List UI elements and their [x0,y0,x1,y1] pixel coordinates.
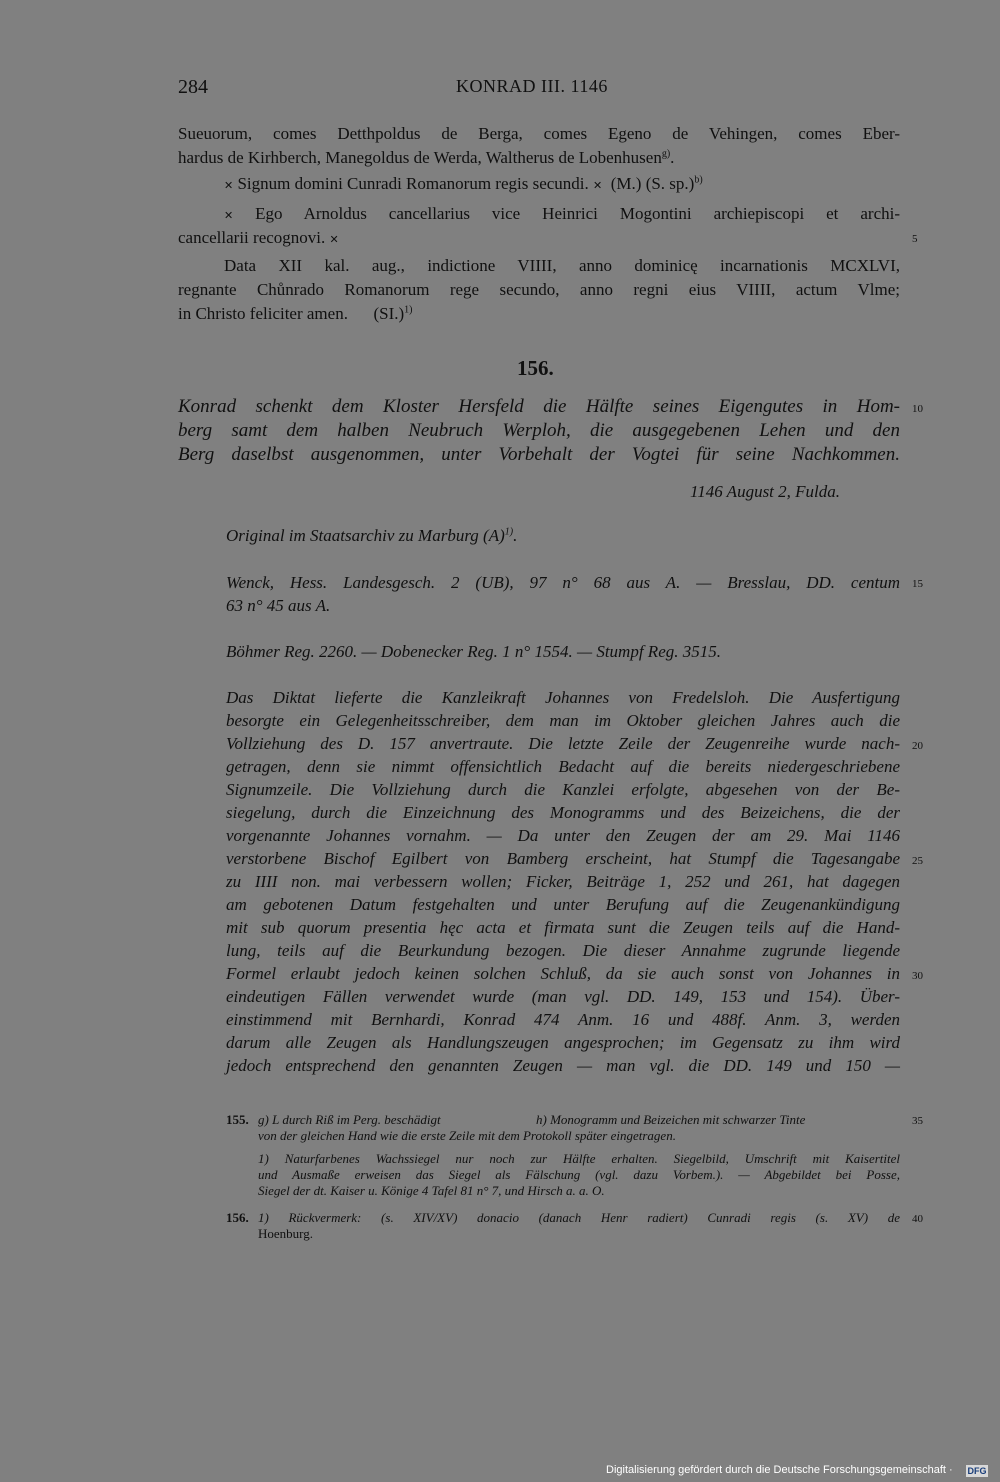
text-line: in Christo feliciter amen. $(SI.)^{1)}$ [178,304,413,323]
commentary-line: mit sub quorum presentia hęc acta et firmata sunt die Zeugen teils auf die Hand- [226,918,900,937]
commentary-line: Signumzeile. Die Vollziehung durch die Kanzlei erfolgte, abgesehen von der Be- [226,780,900,799]
footnote-text: von der gleichen Hand wie die erste Zeile mit dem Protokoll später eingetragen. [258,1128,676,1143]
footnote-text: 1) Rückvermerk: (s. XIV/XV) donacio (danach Henr radiert) Cunradi regis (s. XV) de [258,1210,900,1225]
line-number: 20 [912,740,923,752]
cross-icon: ✕ [593,180,603,192]
date-place: 1146 August 2, Fulda. [690,482,841,501]
footnote-text: und Ausmaße erweisen das Siegel als Fälschung (vgl. dazu Vorbem.). — Abgebildet bei Posse, [258,1167,900,1182]
commentary-line: vorgenannte Johannes vornahm. — Da unter den Zeugen der am 29. Mai 1146 [226,826,900,845]
footnote-text: Siegel der dt. Kaiser u. Könige 4 Tafel 81 n° 7, und Hirsch a. a. O. [258,1183,605,1198]
commentary-line: Formel erlaubt jedoch keinen solchen Schluß, da sie auch sonst von Johannes in [226,964,900,983]
commentary-line: besorgte ein Gelegenheitsschreiber, dem man im Oktober gleichen Jahres auch die [226,711,900,730]
footnote-label: 156. [226,1210,249,1225]
line-number: 15 [912,578,923,590]
regest-line: berg samt dem halben Neubruch Werploh, die ausgegebenen Lehen und den [178,420,900,441]
commentary-line: einstimmend mit Bernhardi, Konrad 474 Anm. 16 und 488f. Anm. 3, werden [226,1010,900,1029]
commentary-line: Vollziehung des D. 157 anvertraute. Die letzte Zeile der Zeugenreihe wurde nach- [226,734,900,753]
footnote-text: h) Monogramm und Beizeichen mit schwarzer Tinte [536,1112,806,1127]
text-line: Data XII kal. aug., indictione VIIII, anno dominicę incarnationis MCXLVI, [224,256,900,275]
commentary-line: verstorbene Bischof Egilbert von Bamberg erscheint, hat Stumpf die Tagesangabe [226,849,900,868]
dfg-logo: DFG [967,1466,987,1476]
text-line: hardus de Kirhberch, Manegoldus de Werda, Waltherus de Lobenhusen$^{g)}$. [178,148,675,167]
line-number: 35 [912,1115,923,1127]
page-number: 284 [178,76,208,98]
text-line: cancellarii recognovi. ✕ [178,228,339,247]
document-number: 156. [517,356,554,380]
footnote-text: 1) Naturfarbenes Wachssiegel nur noch zur Hälfte erhalten. Siegelbild, Umschrift mit Kaisertitel [258,1151,900,1166]
commentary-line: darum alle Zeugen als Handlungszeugen angesprochen; im Gegensatz zu ihm wird [226,1033,900,1052]
recognition-line: ✕ Ego Arnoldus cancellarius vice Heinrici Mogontini archiepiscopi et archi- [224,204,900,223]
commentary-line: zu IIII non. mai verbessern wollen; Ficker, Beiträge 1, 252 und 261, hat dagegen [226,872,900,891]
footnote-label: 155. [226,1112,249,1127]
line-number: 30 [912,970,923,982]
line-number: 25 [912,855,923,867]
editions-line: 63 n° 45 aus A. [226,596,331,615]
text-line: regnante Chůnrado Romanorum rege secundo, anno regni eius VIIII, actum Vlme; [178,280,900,299]
commentary-line: lung, teils auf die Beurkundung bezogen. Die dieser Annahme zugrunde liegende [226,941,900,960]
regest-line: Konrad schenkt dem Kloster Hersfeld die Hälfte seines Eigengutes in Hom- [178,396,900,417]
line-number: 40 [912,1213,923,1225]
signum-line: ✕ Signum domini Cunradi Romanorum regis secundi. ✕ (M.) (S. sp.)$^{b)}$ [224,174,703,193]
original-note: Original im Staatsarchiv zu Marburg $(A)^{1)}$. [226,526,518,545]
regesten-line: Böhmer Reg. 2260. — Dobenecker Reg. 1 n° 1554. — Stumpf Reg. 3515. [226,642,721,661]
editions-line: Wenck, Hess. Landesgesch. 2 (UB), 97 n° 68 aus A. — Bresslau, DD. centum [226,573,900,592]
cross-icon: ✕ [329,234,339,246]
text-line: Sueuorum, comes Detthpoldus de Berga, comes Egeno de Vehingen, comes Eber- [178,124,900,143]
commentary-line: jedoch entsprechend den genannten Zeugen — man vgl. die DD. 149 und 150 — [226,1056,900,1075]
footnote-text: Hoenburg. [258,1226,314,1241]
cross-icon: ✕ [224,180,234,192]
running-head: KONRAD III. 1146 [456,76,608,96]
commentary-line: getragen, denn sie nimmt offensichtlich Bedacht auf die bereits niedergeschriebene [226,757,900,776]
line-number: 5 [912,233,918,245]
footnote-text: g) L durch Riß im Perg. beschädigt [258,1112,441,1127]
commentary-line: Das Diktat lieferte die Kanzleikraft Johannes von Fredelsloh. Die Ausfertigung [226,688,900,707]
line-number: 10 [912,403,923,415]
commentary-line: am gebotenen Datum festgehalten und unter Berufung auf die Zeugenankündigung [226,895,900,914]
commentary-line: siegelung, durch die Einzeichnung des Monogramms und des Beizeichens, die der [226,803,900,822]
regest-line: Berg daselbst ausgenommen, unter Vorbehalt der Vogtei für seine Nachkommen. [178,444,900,465]
commentary-line: eindeutigen Fällen verwendet wurde (man vgl. DD. 149, 153 und 154). Über- [226,987,900,1006]
funding-notice: Digitalisierung gefördert durch die Deutsche Forschungsgemeinschaft · [606,1464,953,1476]
cross-icon: ✕ [224,210,234,222]
